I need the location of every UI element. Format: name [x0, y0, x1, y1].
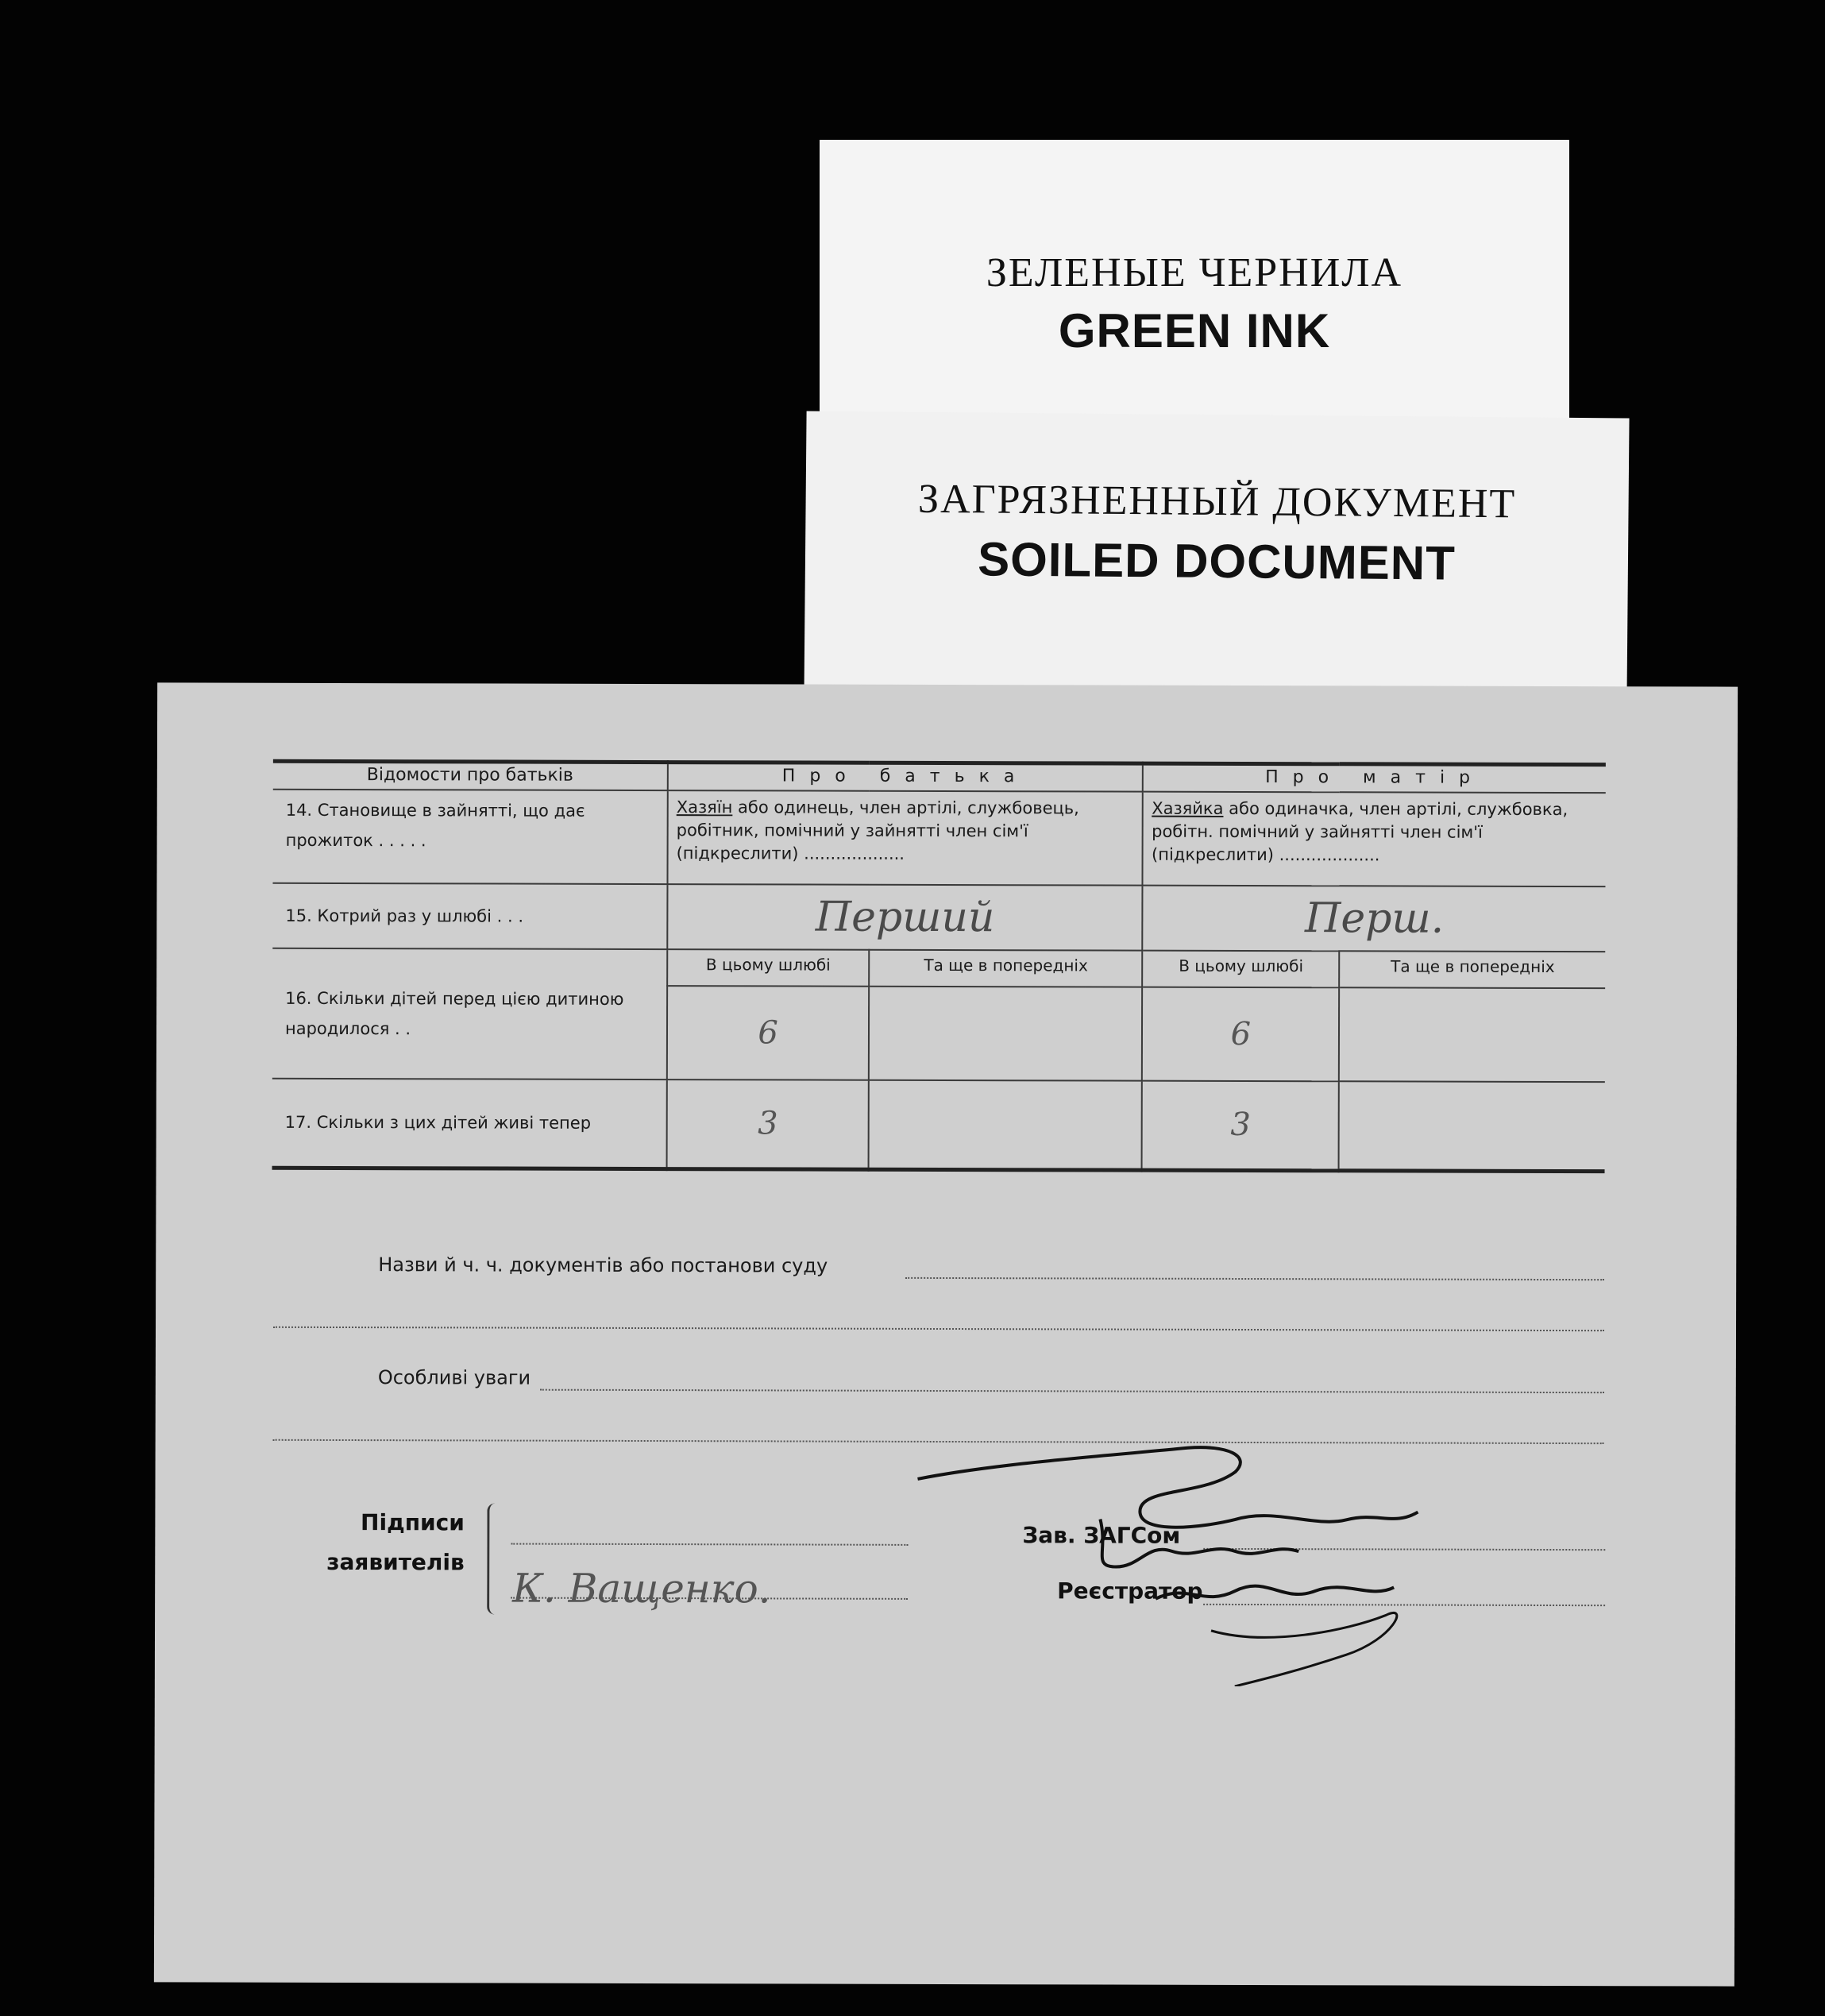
header-father: Про батька — [668, 763, 1144, 792]
q17-mother-this-marriage: 3 — [1142, 1081, 1339, 1171]
green-ink-english-text: GREEN INK — [1058, 304, 1331, 357]
registry-head-label: Зав. ЗАГСом — [1022, 1522, 1181, 1549]
soiled-document-russian-text: ЗАГРЯЗНЕННЫЙ ДОКУМЕНТ — [917, 476, 1517, 527]
applicants-label-line1: Підписи — [361, 1509, 465, 1536]
q16-label: 16. Скільки дітей перед цією дитиною народилося . . — [272, 948, 667, 1079]
row-q14 — [272, 790, 1605, 886]
parents-info-table — [272, 759, 1606, 1173]
q16-father-previous — [869, 987, 1142, 1081]
q17-father-previous — [869, 1080, 1142, 1170]
header-mother: Про матір — [1143, 763, 1606, 793]
applicant-handwritten-signature: К. Ващенко. — [512, 1565, 771, 1612]
row-q15 — [272, 883, 1605, 952]
q16-mother-previous — [1339, 987, 1605, 1082]
q17-father-this-marriage: 3 — [667, 1079, 870, 1169]
q14-mother-underlined: Хазяйка — [1152, 798, 1224, 818]
brace-icon — [487, 1503, 500, 1614]
row-subheaders — [272, 948, 1605, 988]
q14-mother-options — [1143, 792, 1606, 887]
birth-record-form-sheet — [154, 682, 1738, 1986]
mother-this-marriage-header: В цьому шлюбі — [1143, 951, 1340, 988]
remarks-label: Особливі уваги — [377, 1366, 531, 1389]
father-previous-header: Та ще в попередніх — [869, 950, 1142, 987]
green-ink-russian-text: ЗЕЛЕНЫЕ ЧЕРНИЛА — [986, 250, 1403, 295]
q16-mother-this-marriage: 6 — [1142, 987, 1339, 1082]
remarks-dotted-line — [540, 1389, 1604, 1394]
mother-previous-header: Та ще в попередніх — [1340, 951, 1606, 988]
soiled-document-label-card — [804, 411, 1629, 704]
father-this-marriage-header: В цьому шлюбі — [667, 949, 869, 987]
q15-mother-value: Перш. — [1143, 886, 1606, 952]
q14-label: 14. Становище в зайнятті, що дає прожиток . . . . . — [272, 790, 667, 884]
q14-father-options-text: або одинець, член артілі, службовець, робітник, помічний у зайнятті член сім'ї (підкреслити) ................... — [676, 798, 1079, 863]
soiled-document-english-text: SOILED DOCUMENT — [977, 532, 1457, 590]
q17-label: 17. Скільки з цих дітей живі тепер — [272, 1079, 667, 1168]
q14-father-underlined: Хазяїн — [676, 798, 733, 817]
table-header-row — [273, 761, 1606, 793]
q14-father-options — [667, 790, 1143, 886]
documents-dotted-line — [905, 1277, 1604, 1280]
applicant-signature-line-1 — [511, 1543, 908, 1546]
header-parents-info: Відомости про батьків — [273, 761, 668, 790]
q14-mother-options-text: або одиначка, член артілі, службовка, робітн. помічний у зайнятті член сім'ї (підкреслити) ................... — [1152, 798, 1568, 865]
q15-father-value: Перший — [667, 884, 1143, 951]
q15-label: 15. Котрий раз у шлюбі . . . — [272, 883, 667, 949]
row-q17 — [272, 1079, 1605, 1171]
q17-mother-previous — [1339, 1081, 1605, 1171]
q16-father-this-marriage: 6 — [667, 986, 870, 1080]
registry-head-signature-icon — [901, 1431, 1442, 1687]
applicants-label-line2: заявителів — [326, 1548, 465, 1576]
documents-label: Назви й ч. ч. документів або постанови суду — [378, 1253, 828, 1277]
registrar-label: Реєстратор — [1057, 1578, 1203, 1605]
applicants-signature-label — [326, 1503, 465, 1582]
documents-dotted-line-2 — [273, 1327, 1604, 1331]
